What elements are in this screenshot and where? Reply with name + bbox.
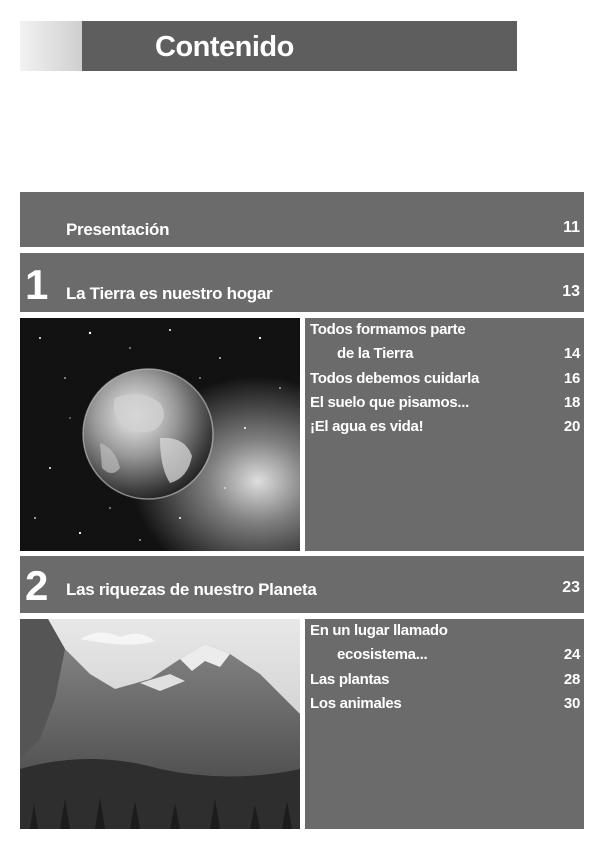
- toc-item-text: El suelo que pisamos...: [310, 394, 469, 411]
- chapter-1-row[interactable]: [20, 253, 584, 312]
- toc-item[interactable]: [310, 695, 580, 717]
- toc-item-text: Todos debemos cuidarla: [310, 370, 479, 387]
- chapter-1-title: La Tierra es nuestro hogar: [66, 284, 273, 303]
- chapter-1-toc-panel: [305, 318, 584, 551]
- title-lead-strip: [20, 21, 82, 71]
- toc-item[interactable]: [310, 671, 580, 693]
- toc-item-line1: Todos formamos parte: [310, 321, 466, 338]
- chapter-1-number: 1: [25, 261, 49, 308]
- toc-item[interactable]: [310, 370, 580, 392]
- toc-item[interactable]: [310, 321, 580, 365]
- chapter-2-title: Las riquezas de nuestro Planeta: [66, 580, 317, 599]
- presentacion-page: 11: [563, 219, 580, 236]
- toc-item-line1: En un lugar llamado: [310, 622, 448, 639]
- toc-item-page: 24: [563, 646, 580, 663]
- mountain-image: [20, 619, 300, 829]
- toc-item-page: 20: [563, 418, 580, 435]
- presentacion-label: Presentación: [66, 220, 170, 239]
- toc-item-text: ¡El agua es vida!: [310, 418, 424, 435]
- toc-item-page: 14: [563, 345, 580, 362]
- toc-item-page: 18: [563, 394, 580, 411]
- toc-item-page: 16: [563, 370, 580, 387]
- toc-item[interactable]: [310, 418, 580, 440]
- earth-image: [20, 318, 300, 551]
- toc-item-text: Las plantas: [310, 671, 390, 688]
- presentacion-row[interactable]: [20, 192, 584, 247]
- chapter-2-page: 23: [562, 579, 580, 596]
- toc-item-text: Los animales: [310, 695, 402, 712]
- toc-item-line2: ecosistema...: [337, 646, 428, 663]
- chapter-2-toc-panel: [305, 619, 584, 829]
- toc-item-page: 28: [563, 671, 580, 688]
- earth-globe-icon: [83, 369, 213, 499]
- toc-item-line2: de la Tierra: [337, 345, 414, 362]
- page-title: Contenido: [155, 31, 294, 63]
- toc-item[interactable]: [310, 394, 580, 416]
- toc-item-page: 30: [563, 695, 580, 712]
- chapter-2-row[interactable]: [20, 556, 584, 613]
- chapter-1-page: 13: [562, 283, 580, 300]
- toc-item[interactable]: [310, 622, 580, 666]
- title-band: [82, 21, 517, 71]
- chapter-2-number: 2: [25, 562, 49, 609]
